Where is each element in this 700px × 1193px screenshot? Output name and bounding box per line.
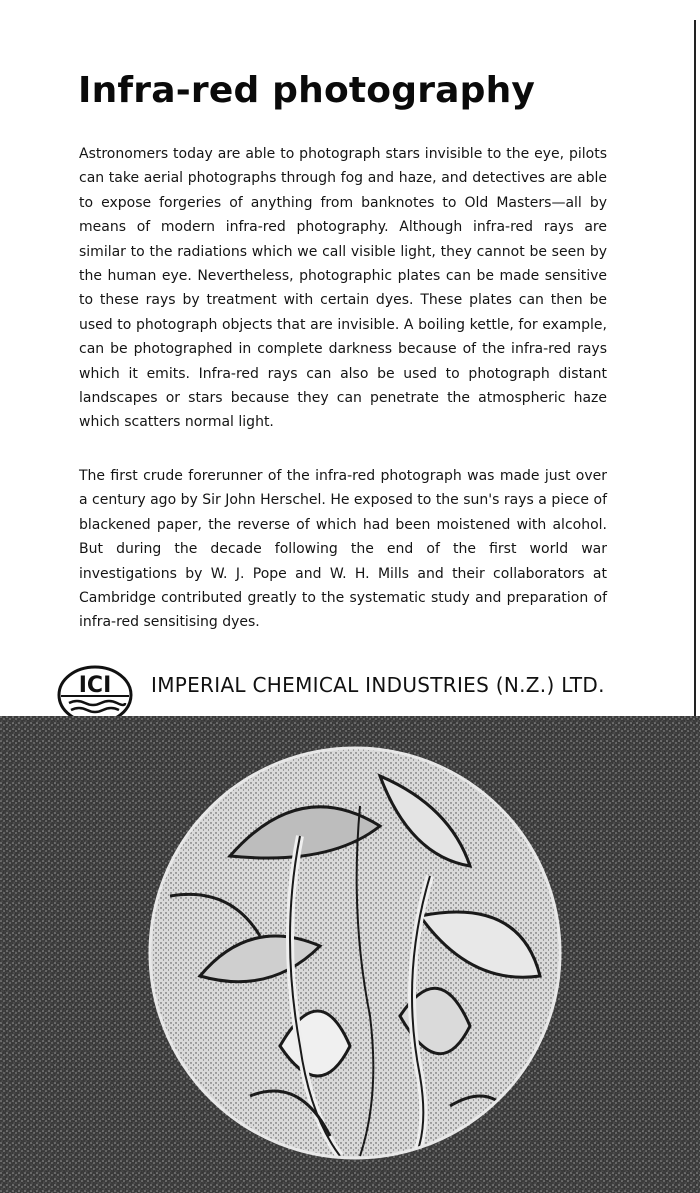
ici-logo-text: ICI <box>78 673 112 698</box>
article-paragraph-2: The first crude forerunner of the infra-red photograph was made just over a century ago by Sir John Herschel. He exposed to the sun's rays a piece of blackened paper, the reverse of which had been moistened with alcohol. But during the decade following the end of the first world war investigations by W. J. Pope and W. H. Mills and their collaborators at Cambridge contributed greatly to the systematic study and preparation of infra-red sensitising dyes. <box>79 468 607 631</box>
article-paragraph-1: Astronomers today are able to photograph stars invisible to the eye, pilots can take aerial photographs through fog and haze, and detectives are able to expose forgeries of anything from banknotes to Old Masters—all by means of modern infra-red photography. Although infra-red rays are similar to the radiations which we call visible light, they cannot be seen by the human eye. Nevertheless, photographic plates can be made sensitive to these rays by treatment with certain dyes. These plates can then be used to photograph objects that are invisible. A boiling kettle, for example, can be photographed in complete darkness because of the infra-red rays which it emits. Infra-red rays can also be used to photograph distant landscapes or stars because they can penetrate the atmospheric haze which scatters normal light. <box>79 146 607 431</box>
company-signature <box>55 663 655 723</box>
ici-logo-icon <box>55 663 135 723</box>
leaves-circle-illustration <box>0 716 700 1193</box>
article-title: Infra-red photography <box>78 70 536 111</box>
company-name: IMPERIAL CHEMICAL INDUSTRIES (N.Z.) LTD. <box>151 673 605 697</box>
